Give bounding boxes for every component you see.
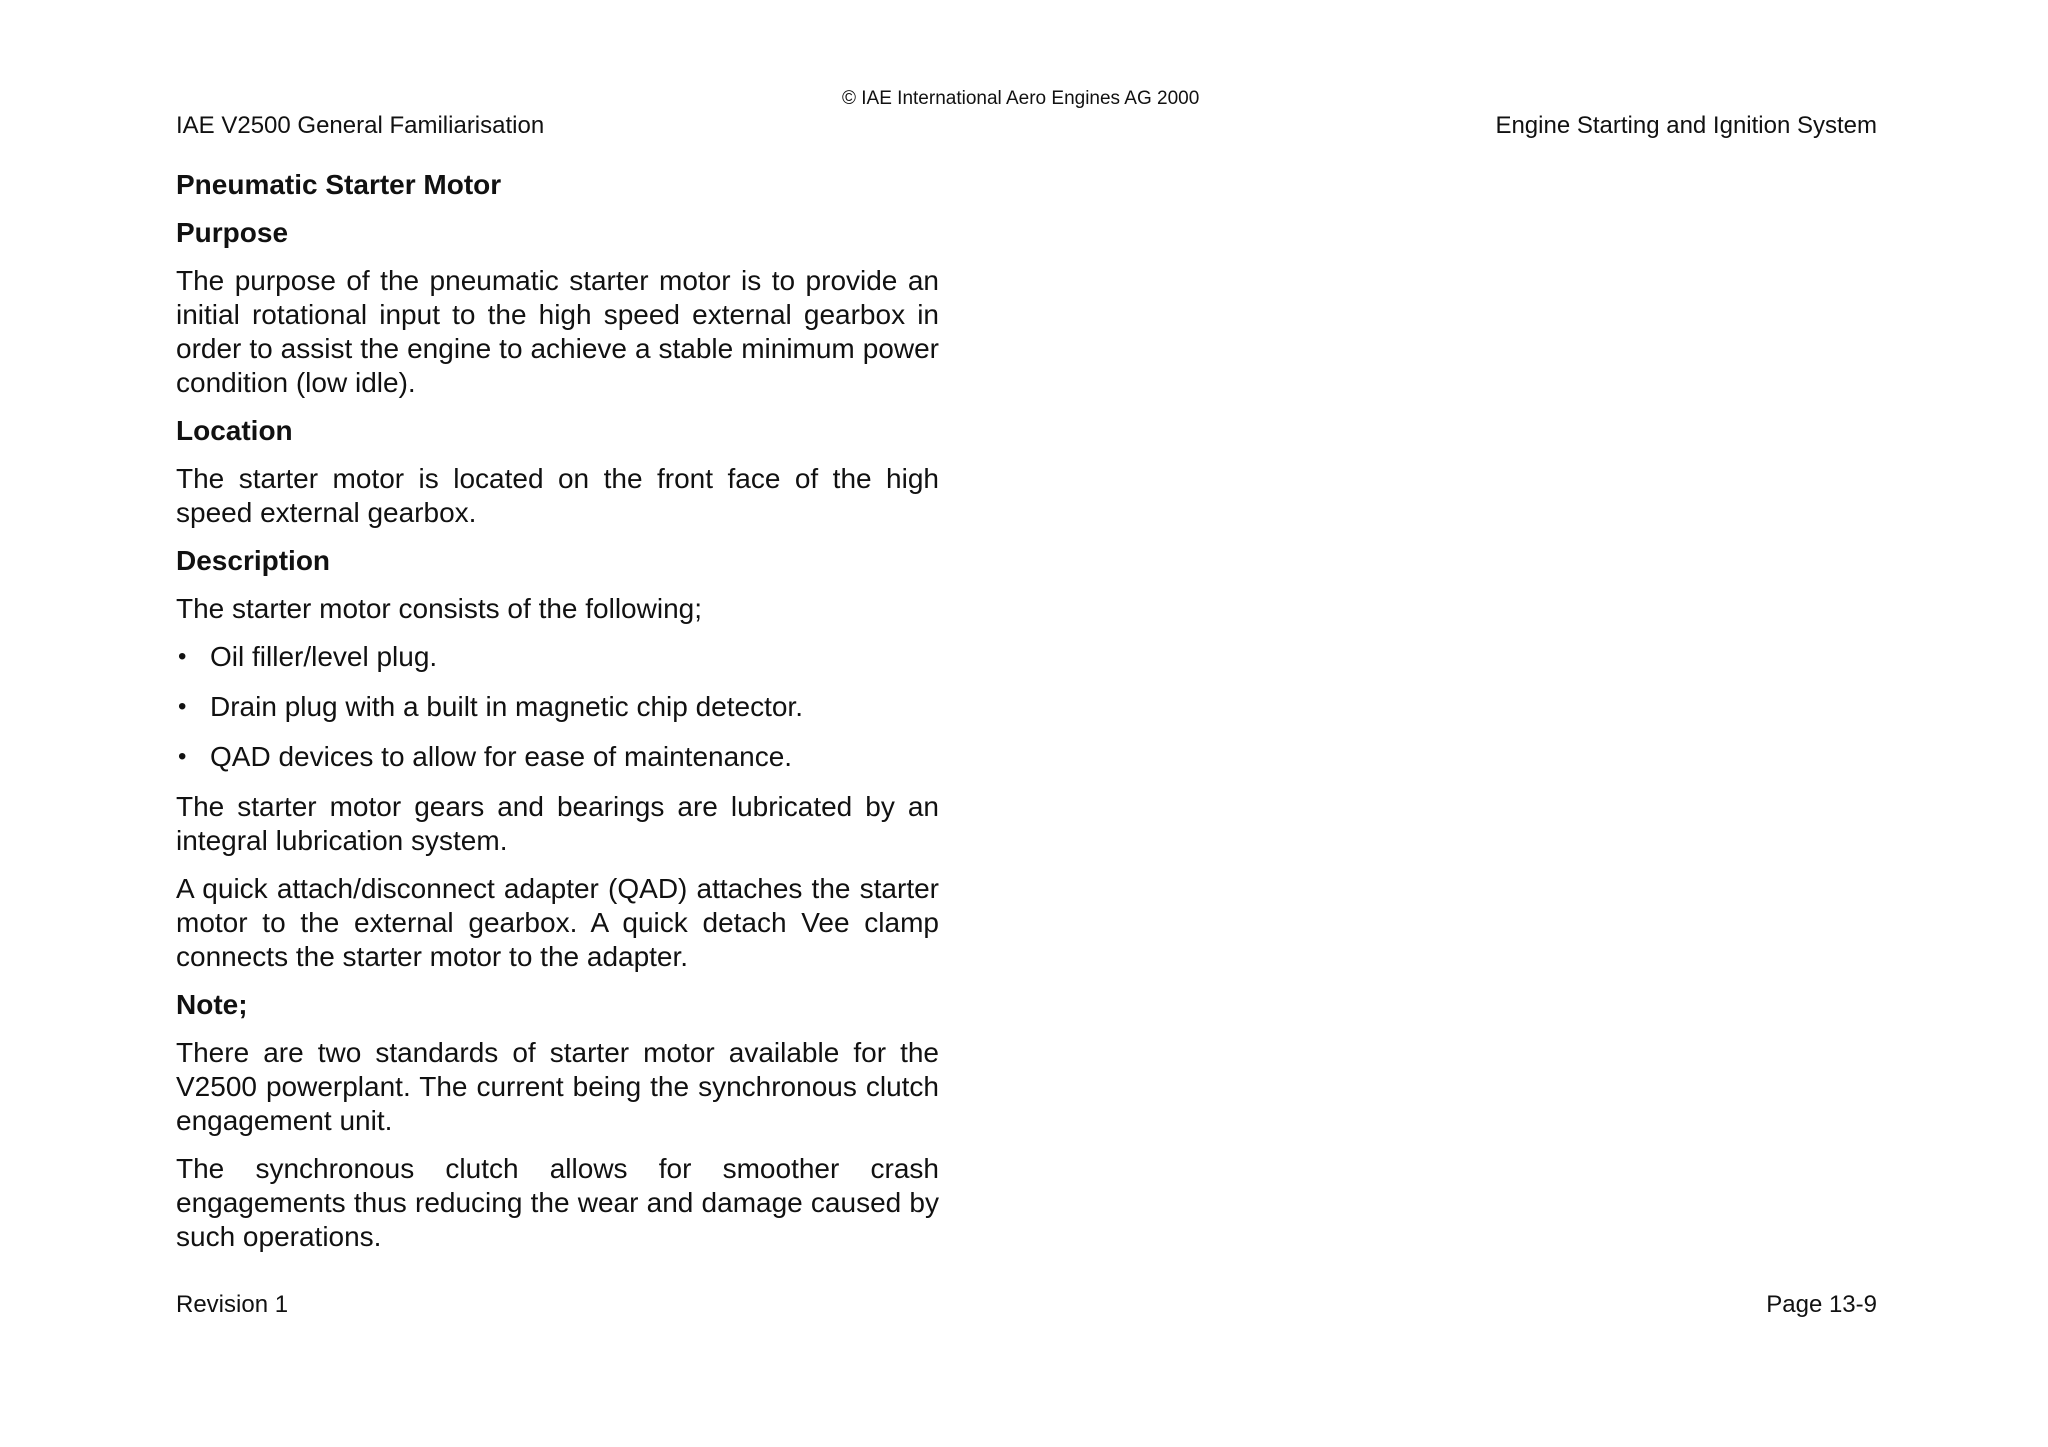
bullet-icon: • xyxy=(178,643,187,670)
section-title: Pneumatic Starter Motor xyxy=(176,169,502,200)
list-item xyxy=(176,640,939,674)
bullet-icon: • xyxy=(178,693,187,720)
list-item xyxy=(176,690,939,724)
bullet-icon: • xyxy=(178,743,187,770)
component-list xyxy=(176,640,939,774)
location-heading: Location xyxy=(176,415,293,446)
description-intro: The starter motor consists of the following; xyxy=(176,593,702,624)
note-heading: Note; xyxy=(176,989,248,1020)
copyright-notice: © IAE International Aero Engines AG 2000 xyxy=(842,88,1200,109)
list-item-text: Oil filler/level plug. xyxy=(210,641,438,672)
list-item-text: QAD devices to allow for ease of maintenance. xyxy=(210,741,793,772)
note-paragraph: There are two standards of starter motor available for the V2500 powerplant. The current being the synchronous clutch engagement unit. xyxy=(176,1037,939,1136)
location-paragraph: The starter motor is located on the front face of the high speed external gearbox. xyxy=(176,463,939,528)
header-document-title: IAE V2500 General Familiarisation xyxy=(176,112,545,139)
purpose-heading: Purpose xyxy=(176,217,289,248)
list-item xyxy=(176,740,939,774)
footer-page-number: Page 13-9 xyxy=(1766,1291,1877,1318)
page-content xyxy=(176,168,939,1268)
lubrication-paragraph: The starter motor gears and bearings are lubricated by an integral lubrication system. xyxy=(176,791,939,856)
description-heading: Description xyxy=(176,545,331,576)
purpose-paragraph: The purpose of the pneumatic starter motor is to provide an initial rotational input to the high speed external gearbox in order to assist the engine to achieve a stable minimum power condition (low idle). xyxy=(176,265,939,398)
list-item-text: Drain plug with a built in magnetic chip detector. xyxy=(210,691,803,722)
footer-revision: Revision 1 xyxy=(176,1291,289,1318)
clutch-paragraph: The synchronous clutch allows for smoother crash engagements thus reducing the wear and damage caused by such operations. xyxy=(176,1153,939,1252)
qad-paragraph: A quick attach/disconnect adapter (QAD) attaches the starter motor to the external gearbox. A quick detach Vee clamp connects the starter motor to the adapter. xyxy=(176,873,939,972)
header-chapter-title: Engine Starting and Ignition System xyxy=(1495,112,1877,139)
